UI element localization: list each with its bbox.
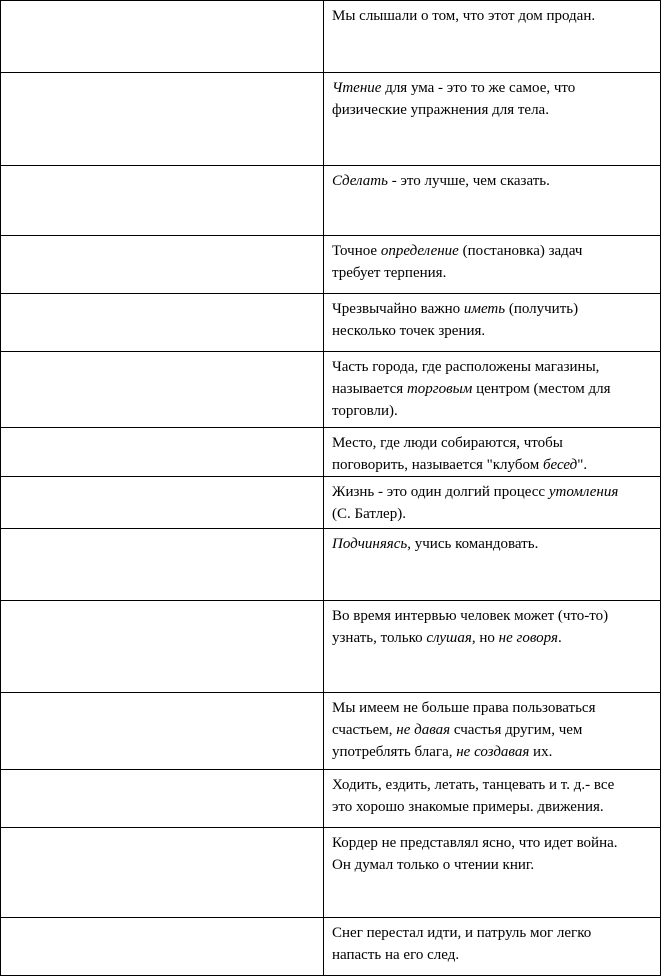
answer-cell bbox=[1, 1, 324, 73]
sentence-text bbox=[324, 1, 660, 27]
table-row bbox=[1, 1, 661, 73]
text-span: , учись командовать. bbox=[407, 536, 539, 552]
table-row bbox=[1, 352, 661, 428]
answer-cell bbox=[1, 828, 324, 918]
table-row bbox=[1, 477, 661, 529]
text-span: , но bbox=[471, 630, 499, 646]
sentence-cell bbox=[324, 529, 661, 601]
italic-word: слушая bbox=[426, 630, 472, 646]
answer-cell bbox=[1, 166, 324, 236]
italic-word: утомления bbox=[548, 484, 619, 500]
sentence-cell bbox=[324, 428, 661, 477]
italic-word: торговым bbox=[406, 381, 473, 397]
italic-word: Чтение bbox=[332, 80, 382, 96]
text-span: для ума - это то же самое, что физические упражнения для тела. bbox=[332, 80, 576, 118]
sentence-cell bbox=[324, 294, 661, 352]
answer-cell bbox=[1, 529, 324, 601]
sentence-text bbox=[324, 693, 660, 763]
text-span: Точное bbox=[332, 243, 381, 259]
table-row bbox=[1, 166, 661, 236]
sentence-text bbox=[324, 828, 660, 876]
sentence-cell bbox=[324, 828, 661, 918]
italic-word: не создавая bbox=[456, 744, 530, 760]
sentence-cell bbox=[324, 73, 661, 166]
answer-cell bbox=[1, 428, 324, 477]
text-span: Снег перестал идти, и патруль мог легко напасть на его след. bbox=[332, 925, 592, 963]
answer-cell bbox=[1, 236, 324, 294]
table-row bbox=[1, 828, 661, 918]
text-span: центром (местом для торговли). bbox=[332, 381, 611, 419]
text-span: Жизнь - это один долгий процесс bbox=[332, 484, 549, 500]
answer-cell bbox=[1, 73, 324, 166]
italic-word: определение bbox=[380, 243, 459, 259]
text-span: Чрезвычайно важно bbox=[332, 301, 464, 317]
table-row bbox=[1, 73, 661, 166]
sentence-text bbox=[324, 477, 660, 525]
text-span: Мы слышали о том, что этот дом продан. bbox=[332, 8, 596, 24]
table-row bbox=[1, 529, 661, 601]
sentence-text bbox=[324, 73, 660, 121]
italic-word: бесед bbox=[542, 457, 578, 473]
table-row bbox=[1, 294, 661, 352]
sentence-cell bbox=[324, 693, 661, 770]
table-row bbox=[1, 693, 661, 770]
sentence-text bbox=[324, 294, 660, 342]
text-span: (С. Батлер). bbox=[332, 506, 406, 522]
text-span: . bbox=[557, 630, 562, 646]
answer-cell bbox=[1, 352, 324, 428]
sentence-text bbox=[324, 236, 660, 284]
table-row bbox=[1, 918, 661, 976]
sentence-cell bbox=[324, 236, 661, 294]
sentence-text bbox=[324, 428, 660, 476]
text-span: Место, где люди собираются, чтобы поговорить, называется "клубом bbox=[332, 435, 563, 473]
answer-cell bbox=[1, 918, 324, 976]
sentence-text bbox=[324, 529, 660, 555]
table-body bbox=[1, 1, 661, 976]
answer-cell bbox=[1, 294, 324, 352]
sentence-text bbox=[324, 166, 660, 192]
text-span: - это лучше, чем сказать. bbox=[387, 173, 550, 189]
text-span: (получить) несколько точек зрения. bbox=[332, 301, 579, 339]
sentence-text bbox=[324, 770, 660, 818]
text-span: Мы имеем не больше права пользоваться счастьем, bbox=[332, 700, 596, 738]
table-row bbox=[1, 236, 661, 294]
answer-cell bbox=[1, 770, 324, 828]
sentence-cell bbox=[324, 352, 661, 428]
text-span: Во время интервью человек может (что-то) узнать, только bbox=[332, 608, 609, 646]
italic-word: Сделать bbox=[332, 173, 388, 189]
sentence-text bbox=[324, 352, 660, 422]
table-row bbox=[1, 601, 661, 693]
answer-cell bbox=[1, 693, 324, 770]
text-span: (постановка) задач требует терпения. bbox=[332, 243, 583, 281]
sentence-cell bbox=[324, 918, 661, 976]
text-span: счастья другим, чем употреблять блага, bbox=[332, 722, 583, 760]
table-row bbox=[1, 428, 661, 477]
sentence-text bbox=[324, 601, 660, 649]
text-span: их. bbox=[529, 744, 553, 760]
text-span: Кордер не представлял ясно, что идет война. Он думал только о чтении книг. bbox=[332, 835, 618, 873]
text-span: ". bbox=[577, 457, 588, 473]
sentence-cell bbox=[324, 601, 661, 693]
sentence-cell bbox=[324, 770, 661, 828]
answer-cell bbox=[1, 477, 324, 529]
answer-cell bbox=[1, 601, 324, 693]
text-span: Ходить, ездить, летать, танцевать и т. д.- все это хорошо знакомые примеры. движения. bbox=[332, 777, 615, 815]
italic-word: Подчиняясь bbox=[332, 536, 408, 552]
italic-word: иметь bbox=[463, 301, 506, 317]
sentence-cell bbox=[324, 1, 661, 73]
table-row bbox=[1, 770, 661, 828]
italic-word: не давая bbox=[396, 722, 451, 738]
sentence-text bbox=[324, 918, 660, 966]
sentence-cell bbox=[324, 166, 661, 236]
text-span: Часть города, где расположены магазины, называется bbox=[332, 359, 600, 397]
sentence-cell bbox=[324, 477, 661, 529]
italic-word: не говоря bbox=[498, 630, 558, 646]
